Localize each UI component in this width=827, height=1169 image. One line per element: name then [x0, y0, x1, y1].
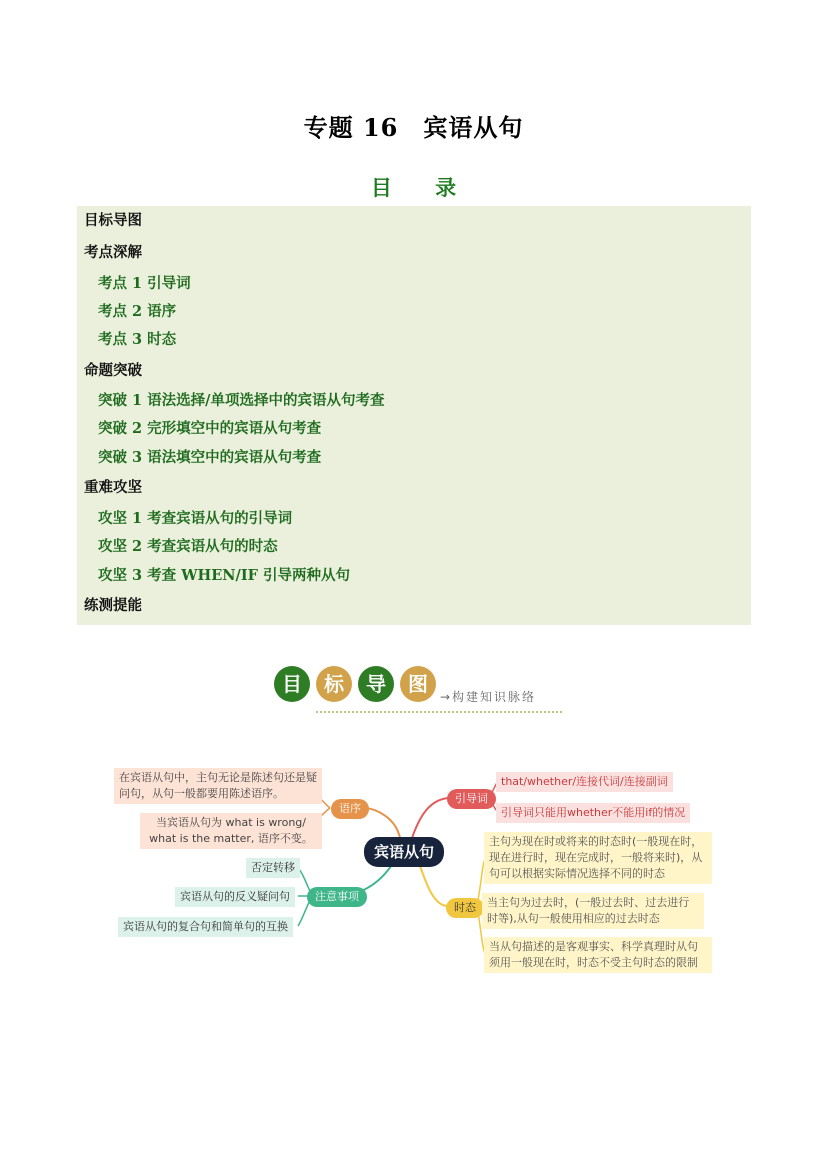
toc-item-gongjian-1[interactable]: 攻坚 1 考查宾语从句的引导词 — [98, 510, 293, 527]
toc-item-tupo-2[interactable]: 突破 2 完形填空中的宾语从句考查 — [98, 420, 322, 437]
mindmap-note-shitai-1: 主句为现在时或将来的时态时(一般现在时，现在进行时，现在完成时，一般将来时)，从句可以根据实际情况选择不同的时态 — [484, 832, 712, 884]
mindmap-note-zhuyi-3: 宾语从句的复合句和简单句的互换 — [118, 917, 293, 937]
mindmap-banner — [272, 666, 572, 716]
toc-item-mubiao[interactable]: 目标导图 — [84, 212, 142, 229]
toc-item-kaodian-3[interactable]: 考点 3 时态 — [98, 331, 177, 348]
mindmap-note-shitai-2: 当主句为过去时，(一般过去时、过去进行时等),从句一般使用相应的过去时态 — [482, 893, 704, 929]
banner-char-tu: 图 — [400, 666, 436, 702]
mindmap-branch-shitai: 时态 — [446, 898, 484, 918]
mindmap-note-shitai-3: 当从句描述的是客观事实、科学真理时从句须用一般现在时，时态不受主句时态的限制 — [484, 937, 712, 973]
toc-item-gongjian-3[interactable]: 攻坚 3 考查 WHEN/IF 引导两种从句 — [98, 567, 350, 584]
page-title: 专题 16 宾语从句 — [303, 113, 524, 142]
mindmap-center-node: 宾语从句 — [364, 837, 444, 867]
banner-divider — [316, 711, 562, 713]
toc-heading: 目 录 — [370, 175, 475, 200]
banner-char-biao: 标 — [316, 666, 352, 702]
banner-char-mu: 目 — [274, 666, 310, 702]
mindmap-note-yuxu-2: 当宾语从句为 what is wrong/ what is the matter, 语序不变。 — [140, 813, 322, 849]
mindmap-note-yuxu-1: 在宾语从句中，主句无论是陈述句还是疑问句，从句一般都要用陈述语序。 — [114, 768, 322, 804]
toc-item-tupo-1[interactable]: 突破 1 语法选择/单项选择中的宾语从句考查 — [98, 392, 385, 409]
mindmap-note-yindaoci-2: 引导词只能用whether不能用if的情况 — [496, 803, 690, 823]
banner-subtitle: →构建知识脉络 — [440, 690, 537, 704]
banner-char-dao: 导 — [358, 666, 394, 702]
mindmap-branch-yindaoci: 引导词 — [447, 789, 496, 809]
table-of-contents — [77, 206, 751, 625]
toc-item-kaodian[interactable]: 考点深解 — [84, 244, 142, 261]
toc-item-tupo[interactable]: 命题突破 — [84, 362, 142, 379]
mindmap-note-zhuyi-2: 宾语从句的反义疑问句 — [175, 887, 295, 907]
toc-item-kaodian-2[interactable]: 考点 2 语序 — [98, 303, 177, 320]
toc-item-kaodian-1[interactable]: 考点 1 引导词 — [98, 275, 191, 292]
mindmap-branch-yuxu: 语序 — [331, 799, 369, 819]
mindmap-branch-zhuyi: 注意事项 — [307, 887, 367, 907]
mindmap-note-yindaoci-1: that/whether/连接代词/连接副词 — [496, 772, 673, 792]
toc-item-gongjian-2[interactable]: 攻坚 2 考查宾语从句的时态 — [98, 538, 278, 555]
toc-item-lianche[interactable]: 练测提能 — [84, 597, 142, 614]
toc-item-tupo-3[interactable]: 突破 3 语法填空中的宾语从句考查 — [98, 449, 322, 466]
toc-item-gongjian[interactable]: 重难攻坚 — [84, 479, 142, 496]
mindmap-note-zhuyi-1: 否定转移 — [246, 858, 300, 878]
